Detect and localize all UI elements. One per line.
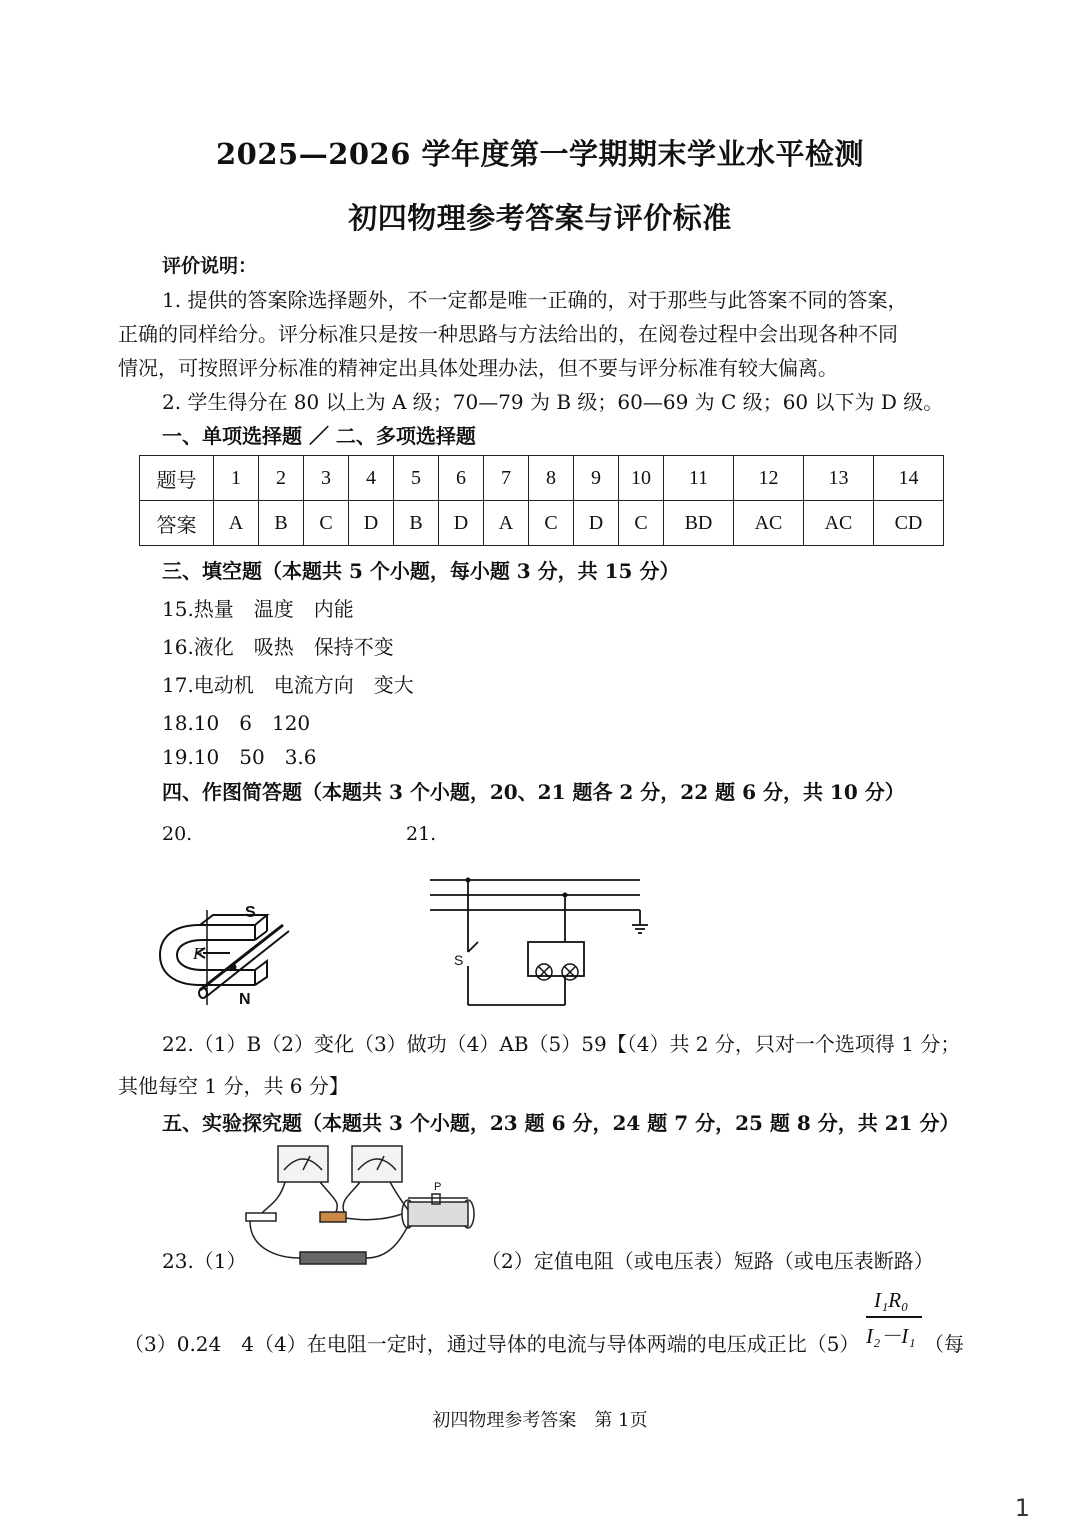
switch-icon	[246, 1213, 276, 1221]
fill-answer-19: 19.10 50 3.6	[162, 745, 317, 769]
answer-cell: BD	[664, 501, 734, 546]
question-number: 12	[734, 456, 804, 501]
answer-cell: A	[484, 501, 529, 546]
force-label: F	[193, 944, 204, 963]
battery-icon	[300, 1252, 366, 1264]
question-number: 9	[574, 456, 619, 501]
resistor-icon	[320, 1212, 346, 1222]
question-number: 8	[529, 456, 574, 501]
section5-heading: 五、实验探究题（本题共 3 个小题，23 题 6 分，24 题 7 分，25 题 8 分，共 21 分）	[162, 1111, 960, 1135]
page-footer: 初四物理参考答案 第 1页	[432, 1410, 648, 1431]
magnet-figure	[155, 895, 295, 1010]
answer-cell: C	[619, 501, 664, 546]
notes-p2: 2. 学生得分在 80 以上为 A 级；70—79 为 B 级；60—69 为 C 级；60 以下为 D 级。	[162, 390, 944, 414]
q21-label: 21.	[406, 823, 437, 845]
table-header-cell: 题号	[140, 456, 214, 501]
notes-p1-line2: 正确的同样给分。评分标准只是按一种思路与方法给出的，在阅卷过程中会出现各种不同	[118, 322, 898, 346]
pole-s-label: S	[245, 904, 256, 921]
question-number: 5	[394, 456, 439, 501]
q23-tail: （每	[924, 1332, 964, 1356]
fill-answer-16: 16.液化 吸热 保持不变	[162, 635, 394, 659]
answer-cell: D	[439, 501, 484, 546]
page-title: 2025—2026 学年度第一学期期末学业水平检测	[215, 137, 865, 171]
formula-numerator: I₁R₀	[874, 1288, 909, 1312]
rheostat-p-label: P	[434, 1181, 442, 1193]
answer-cell: B	[259, 501, 304, 546]
answer-cell: A	[214, 501, 259, 546]
answer-cell: CD	[874, 501, 944, 546]
answer-cell: AC	[804, 501, 874, 546]
ammeter-icon	[278, 1146, 328, 1182]
formula-denominator: I₂－I₁	[866, 1324, 916, 1348]
rheostat-icon	[408, 1202, 468, 1226]
notes-p1-line1: 1. 提供的答案除选择题外，不一定都是唯一正确的，对于那些与此答案不同的答案，	[162, 288, 908, 312]
q23-label: 23.（1）	[162, 1249, 247, 1273]
question-number: 10	[619, 456, 664, 501]
section1-heading: 一、单项选择题 ／ 二、多项选择题	[162, 424, 476, 448]
answer-cell: AC	[734, 501, 804, 546]
q23-answer-part3: （3）0.24 4（4）在电阻一定时，通过导体的电流与导体两端的电压成正比（5）	[124, 1332, 860, 1356]
fill-answer-15: 15.热量 温度 内能	[162, 597, 354, 621]
answer-table	[139, 455, 944, 546]
switch-label: S	[454, 952, 464, 968]
fill-answer-18: 18.10 6 120	[162, 711, 311, 735]
page-number: 1	[1014, 1494, 1030, 1522]
question-number: 2	[259, 456, 304, 501]
answer-cell: D	[574, 501, 619, 546]
current-dot-icon	[230, 964, 237, 971]
q22-answer-line1: 22.（1）B（2）变化（3）做功（4）AB（5）59【（4）共 2 分，只对一个选项得 1 分；	[162, 1032, 961, 1056]
table-header-cell: 答案	[140, 501, 214, 546]
question-number: 1	[214, 456, 259, 501]
notes-p1-line3: 情况，可按照评分标准的精神定出具体处理办法，但不要与评分标准有较大偏离。	[118, 356, 838, 380]
q20-label: 20.	[162, 823, 193, 845]
question-number: 3	[304, 456, 349, 501]
answer-cell: B	[394, 501, 439, 546]
answer-cell: C	[529, 501, 574, 546]
q22-answer-line2: 其他每空 1 分，共 6 分】	[118, 1074, 349, 1098]
question-number: 14	[874, 456, 944, 501]
q23-answer-part2: （2）定值电阻（或电压表）短路（或电压表断路）	[481, 1249, 934, 1273]
pole-n-label: N	[239, 991, 251, 1008]
table-row-questions	[140, 456, 944, 501]
question-number: 4	[349, 456, 394, 501]
page-subtitle: 初四物理参考答案与评价标准	[348, 201, 732, 235]
question-number: 6	[439, 456, 484, 501]
table-row-answers	[140, 501, 944, 546]
section3-heading: 三、填空题（本题共 5 个小题，每小题 3 分，共 15 分）	[162, 559, 680, 583]
question-number: 11	[664, 456, 734, 501]
voltmeter-icon	[352, 1146, 402, 1182]
section4-heading: 四、作图简答题（本题共 3 个小题，20、21 题各 2 分，22 题 6 分，共 10 分）	[162, 780, 905, 804]
question-number: 13	[804, 456, 874, 501]
formula-fraction-bar	[866, 1316, 922, 1318]
answer-cell: C	[304, 501, 349, 546]
question-number: 7	[484, 456, 529, 501]
notes-heading: 评价说明：	[162, 255, 258, 277]
answer-cell: D	[349, 501, 394, 546]
circuit-figure-21	[420, 870, 660, 1010]
circuit-figure-23	[240, 1140, 480, 1270]
fill-answer-17: 17.电动机 电流方向 变大	[162, 673, 414, 697]
